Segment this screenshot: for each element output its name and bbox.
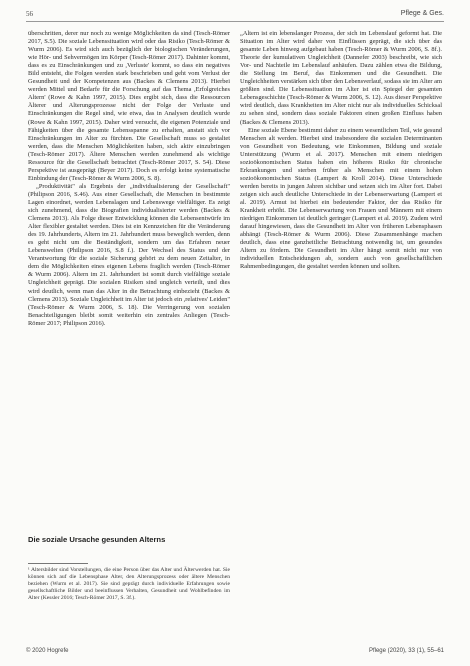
right-paragraph-1: „Altern ist ein lebenslanger Prozess, der sich im Lebenslauf geformt hat. Die Situation im Alter wird daher von Einflüssen geprägt, die sich über das gesamte Leben hinweg aufgebaut haben (Tesch-Römer & Wurm 2006, S. 8f.). Theorie der kumulativen Ungleichheit (Dannefer 2003) beschreibt, wie sich Vor- und Nachteile im Lebenslauf anhäufen. Dazu zählen etwa die Bildung, die Stellung im Beruf, das Einkommen und die Gesundheit. Die Ungleichheiten verstärken sich über den Lebensverlauf, sodass sie im Alter am größten sind. Die Lebenssituation im Alter ist ein Spiegel der gesamten Lebensgeschichte (Tesch-Römer & Wurm 2006, S. 12). Aus dieser Perspektive wird deutlich, dass Krankheiten im Alter nicht nur als individuelles Schicksal zu sehen sind, sondern dass soziale Faktoren einen großen Einfluss haben (Backes & Clemens 2013). [240, 30, 442, 126]
page-footer [26, 648, 444, 660]
left-column [28, 30, 230, 520]
page-number: 56 [26, 10, 33, 18]
journal-reference: Pflege (2020), 33 (1), 55–61 [368, 648, 444, 654]
left-paragraph-1: überschritten, derer nur noch zu wenige Möglichkeiten da sind (Tesch-Römer 2017, S.5). Die soziale Lebenssituation wird oder das Risiko (Tesch-Römer & Wurm 2006). Es wird sich auch bezüglich der biologischen Veränderungen, wie Hör- und Sehvermögen im Körper (Tesch-Römer 2017). Dahinter kommt, dass es zu Einschränkungen und zu ,Verluste' kommt, so dass ein negatives Bild entsteht, die Folgen werden stark beschrieben und geht vom Verlust der Gesundheit und der Kompetenzen aus (Backes & Clemens 2013). Hierbei werden Mittel und Bedarfe für die Forschung auf das Thema ,Erfolgreiches Altern' (Rowe & Kahn 1997, 2015). Dies ergibt sich, dass die Ressourcen Älterer und Alterungsprozesse nicht der Folge der Verluste und Einschränkungen die Regel sind, wie etwa, das in Analysen deutlich wurde (Rowe & Kahn 1997, 2015). Daher wird versucht, die eigenen Potenziale und Fähigkeiten über die gesamte Lebensspanne zu erhalten, anstatt sich vor Einschränkungen im Alter zu fürchten. Die Gesellschaft muss so gestaltet werden, dass die Menschen Möglichkeiten haben, sich aktiv einzubringen (Tesch-Römer 2017). Ältere Menschen werden zunehmend als wichtige Ressource für die Gesellschaft betrachtet (Tesch-Römer 2017, S. 54). Diese Perspektive ist ausgeprägt (Beyer 2017). Doch es erfolgt keine systematische Einbindung der (Tesch-Römer & Wurm 2006, S. 8). [28, 30, 230, 182]
right-column [240, 30, 442, 640]
page-header [26, 8, 444, 22]
left-paragraph-2: „Produktivität" als Ergebnis der „individualisierung der Gesellschaft" (Philipson 2016, S.46). Aus einer Gesellschaft, die Menschen in bestimmte Lagen einordnet, werden Lebenslagen und Lebenswege vielfältiger. Es zeigt sich zunehmend, dass die Biografien individualisierter werden (Backes & Clemens 2013). Als Folge dieser Entwicklung können die Lebensentwürfe im Alter flexibler gestaltet werden. Dies ist ein Kennzeichen für die Veränderung des 19. Jahrhunderts, Altern im 21. Jahrhundert muss beweglich werden, denn es geht nicht um die Beständigkeit, sondern um das Erfahren neuer Lebenswelten (Philipson 2016, S.8 f.). Der Wechsel des Status und der Verantwortung für die soziale Sicherung gehört zu dem neuen Zeitalter, in dem die Möglichkeiten eines eigenen Lebens fraglich werden (Tesch-Römer & Wurm 2006). Altern im 21. Jahrhundert ist somit durch vielfältige soziale Ungleichheit geprägt. Die sozialen Risiken sind ungleich verteilt, und dies wird deutlich, wenn man das Alter in die Betrachtung einbezieht (Backes & Clemens 2013). Soziale Ungleichheit im Alter ist jedoch ein ,relatives' Leiden" (Tesch-Römer & Wurm 2006, S. 18). Die Verringerung von sozialen Benachteiligungen bleibt somit weiterhin ein zentrales Anliegen (Tesch-Römer 2017; Philipson 2016). [28, 182, 230, 327]
footnote-rule [28, 563, 88, 564]
journal-title: Pflege & Ges. [400, 10, 444, 17]
right-paragraph-2: Eine soziale Ebene bestimmt daher zu einem wesentlichen Teil, wie gesund Menschen alt werden. Hierbei sind insbesondere die sozialen Determinanten von Gesundheit von Bedeutung, wie Einkommen, Bildung und soziale Unterstützung (Wurm et al. 2017). Menschen mit einem niedrigen sozioökonomischen Status haben ein höheres Risiko für chronische Erkrankungen und sterben früher als Menschen mit einem hohen sozioökonomischen Status (Lampert & Kroll 2014). Diese Unterschiede werden bereits in jungen Jahren sichtbar und setzen sich im Alter fort. Dabei zeigen sich auch deutliche Unterschiede in der Lebenserwartung (Lampert et al. 2019). Armut ist hierbei ein bedeutender Faktor, der das Risiko für Krankheit erhöht. Die Lebenserwartung von Frauen und Männern mit einem niedrigen Einkommen ist deutlich geringer (Lampert et al. 2019). Zudem wird darauf hingewiesen, dass die Gesundheit im Alter von früheren Lebensphasen abhängt (Tesch-Römer & Wurm 2006). Diese Zusammenhänge machen deutlich, dass eine ganzheitliche Betrachtung notwendig ist, um gesundes Altern zu fördern. Die Gesundheit im Alter hängt somit nicht nur von individuellen Entscheidungen ab, sondern auch von gesellschaftlichen Rahmenbedingungen, die gestaltet werden können und sollten. [240, 126, 442, 271]
copyright: © 2020 Hogrefe [26, 648, 69, 654]
section-heading: Die soziale Ursache gesunden Alterns [28, 535, 166, 544]
header-rule [26, 21, 444, 22]
footnote: ¹ Altersbilder sind Vorstellungen, die eine Person über das Alter und Älterwerden hat. Sie können sich auf die Lebensphase Alter, den Alterungsprozess oder ältere Menschen beziehen (Wurm et al. 2017). Sie sind geprägt durch individuelle Erfahrungen sowie gesellschaftliche Bilder und beeinflussen Verhalten, Gesundheit und Wohlbefinden im Alter (Kessler 2016; Tesch-Römer 2017, S. 3f.). [28, 567, 230, 601]
